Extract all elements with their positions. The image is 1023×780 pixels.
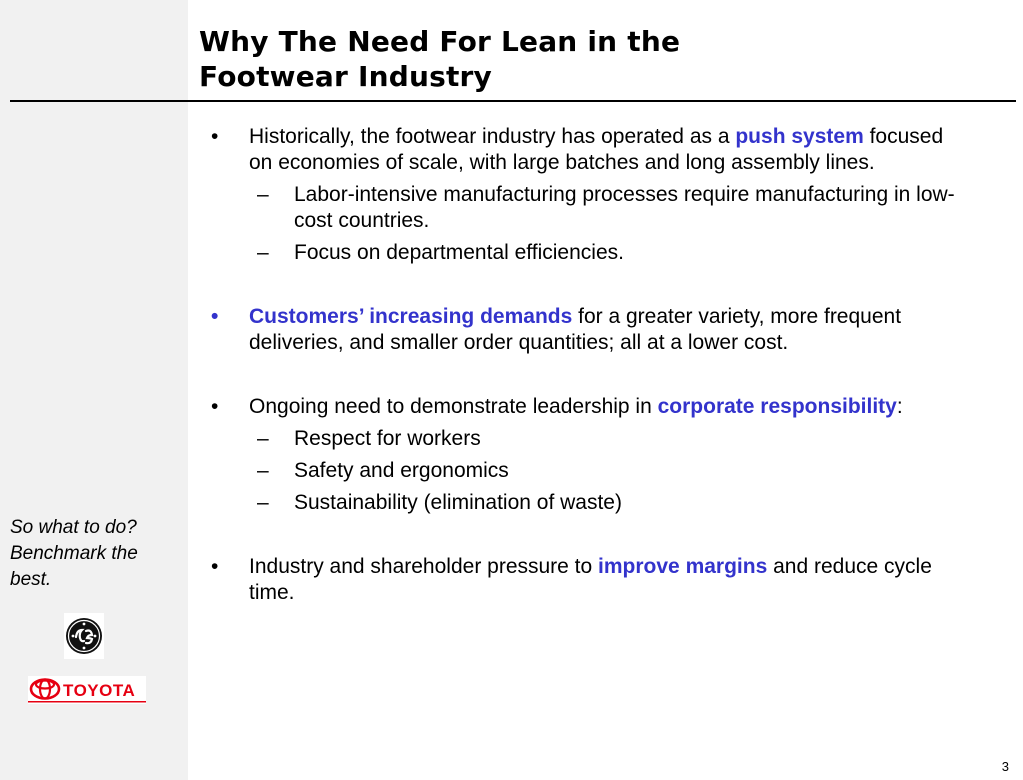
bullet-mark: • [211, 305, 219, 328]
sub-bullet-item [211, 182, 971, 234]
title-divider [10, 100, 1016, 102]
bullet-text: Industry and shareholder pressure to [249, 555, 599, 578]
sub-bullet-text: Focus on departmental efficiencies. [294, 241, 624, 264]
bullet-item [211, 124, 971, 176]
bullet-text: for a greater variety, more frequent deliveries, and smaller order quantities; all at a lower cost. [249, 305, 902, 354]
sub-bullet-text: Safety and ergonomics [294, 459, 509, 482]
bullet-mark: • [211, 395, 219, 418]
highlight-text: improve margins [598, 555, 768, 578]
title-line-2: Footwear Industry [199, 60, 492, 93]
highlight-text: push system [735, 125, 864, 148]
sidebar-note-line-2: Benchmark the [10, 543, 138, 564]
toyota-logo-icon [28, 676, 146, 704]
sub-bullet-item [211, 458, 971, 484]
sub-bullet-item [211, 426, 971, 452]
sidebar-note-line-3: best. [10, 569, 52, 590]
sub-bullet-text: Respect for workers [294, 427, 481, 450]
sub-bullet-mark: – [257, 459, 269, 482]
bullet-list [211, 124, 971, 606]
bullet-text: and reduce cycle time. [249, 555, 932, 604]
ge-logo-icon [64, 613, 104, 659]
sub-bullet-mark: – [257, 427, 269, 450]
slide-title [199, 24, 979, 94]
bullet-text: Ongoing need to demonstrate leadership in [249, 395, 658, 418]
sub-bullet-text: Labor-intensive manufacturing processes require manufacturing in low-cost countries. [294, 183, 955, 232]
sub-bullet-item [211, 240, 971, 266]
bullet-text: : [896, 395, 903, 418]
bullet-item [211, 304, 971, 356]
bullet-text: Historically, the footwear industry has operated as a [249, 125, 736, 148]
sub-bullet-mark: – [257, 183, 269, 206]
page-number: 3 [1001, 759, 1009, 774]
sidebar-note-line-1: So what to do? [10, 517, 137, 538]
bullet-mark: • [211, 555, 219, 578]
bullet-mark: • [211, 125, 219, 148]
sub-bullet-mark: – [257, 241, 269, 264]
sidebar-note [10, 515, 180, 593]
sub-bullet-mark: – [257, 491, 269, 514]
highlight-text: corporate responsibility [657, 395, 897, 418]
sidebar [0, 0, 188, 780]
sub-bullet-item [211, 490, 971, 516]
svg-text:TOYOTA: TOYOTA [63, 681, 136, 700]
bullet-item [211, 554, 971, 606]
sub-bullet-text: Sustainability (elimination of waste) [294, 491, 622, 514]
highlight-text: Customers’ increasing demands [249, 305, 573, 328]
bullet-text: focused on economies of scale, with large batches and long assembly lines. [249, 125, 944, 174]
bullet-item [211, 394, 971, 420]
title-line-1: Why The Need For Lean in the [199, 25, 681, 58]
